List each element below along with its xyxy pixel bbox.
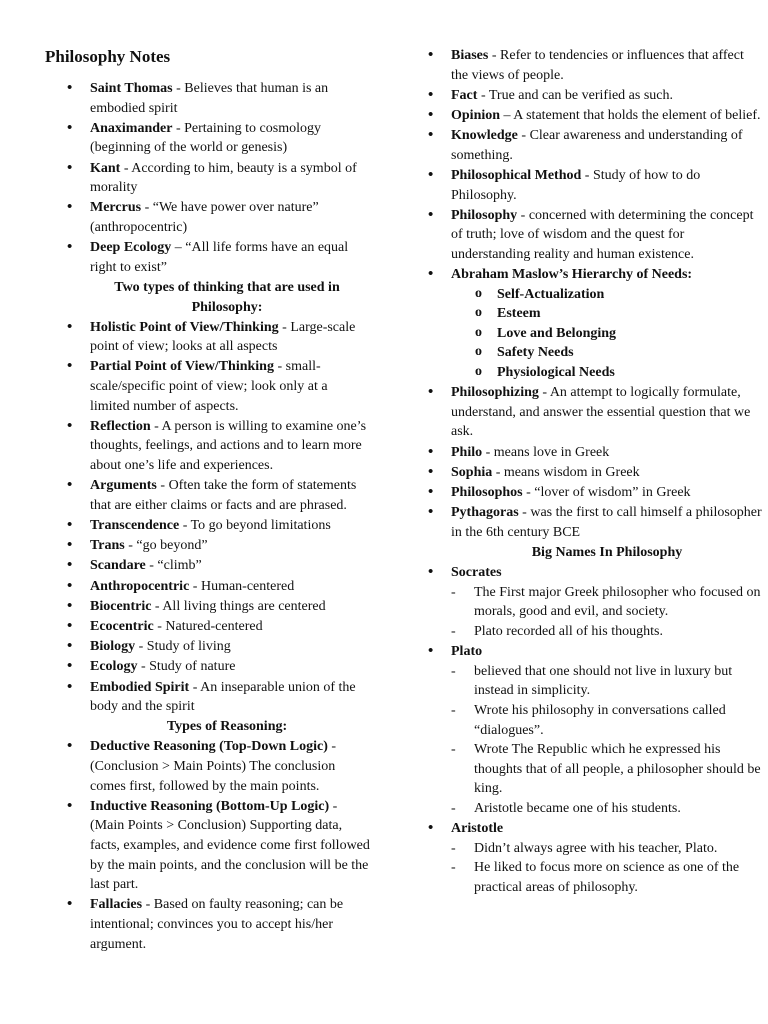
note-biology: [0, 637, 370, 657]
note-term: Deep Ecology: [90, 240, 172, 256]
note-term: Fallacies: [90, 897, 143, 913]
note-description: According to him, beauty is a symbol of morality: [90, 160, 357, 196]
note-separator: -: [172, 120, 185, 136]
note-description: “We have power over nature” (anthropocentric): [90, 200, 319, 235]
note-term: Philosophos: [451, 485, 523, 500]
note-separator: -: [278, 319, 291, 335]
note-separator: -: [156, 478, 169, 494]
note-description: concerned with determining the concept of truth; love of wisdom and the quest for understanding reality and human existence.: [451, 207, 754, 262]
note-term: Philosophizing: [451, 385, 539, 401]
note-separator: -: [189, 679, 201, 695]
note-description: An inseparable union of the body and the spirit: [90, 679, 356, 715]
note-description: A person is willing to examine one’s thoughts, feelings, and actions and to learn more about one’s life and experiences.: [90, 418, 367, 474]
note-plato: [408, 642, 763, 818]
note-description: Believes that human is an embodied spirit: [90, 81, 329, 116]
note-description: Refer to tendencies or influences that affect the views of people.: [451, 48, 744, 83]
note-description: Human-centered: [200, 578, 295, 594]
note-description: “lover of wisdom” in Greek: [534, 485, 691, 500]
note-anthropocentric: [0, 577, 370, 597]
note-separator: –: [500, 107, 514, 123]
note-philosophos: [408, 483, 763, 503]
note-term: Biases: [451, 48, 489, 63]
note-term: Arguments: [90, 478, 157, 494]
note-separator: -: [477, 87, 489, 103]
note-scandare: [0, 556, 370, 576]
note-description: True and can be verified as such.: [488, 87, 674, 103]
note-term: Anthropocentric: [90, 578, 190, 594]
note-term: Scandare: [90, 558, 146, 574]
note-philosophical-method: [408, 166, 763, 205]
note-deep-ecology: [0, 238, 370, 277]
note-ecocentric: [0, 617, 370, 637]
note-description: (Conclusion > Main Points) The conclusion comes first, followed by the main points.: [90, 759, 336, 794]
need-item: o Physiological Needs: [451, 363, 763, 383]
note-description: Clear awareness and understanding of something.: [451, 128, 743, 163]
note-description: Natured-centered: [165, 618, 263, 634]
note-separator: -: [492, 464, 504, 480]
note-description: was the first to call himself a philosopher in the 6th century BCE: [451, 505, 762, 540]
note-separator: -: [517, 207, 529, 223]
page-title: Philosophy Notes: [45, 47, 171, 66]
note-term: Saint Thomas: [90, 81, 173, 96]
note-transcendence: [0, 516, 370, 536]
detail-item: - The First major Greek philosopher who focused on morals, good and evil, and society.: [451, 583, 763, 622]
note-description: Study of nature: [149, 659, 236, 675]
note-ecology: [0, 657, 370, 677]
note-kant: [0, 159, 370, 198]
note-term: Fact: [451, 87, 478, 103]
detail-list: [451, 662, 763, 819]
note-inductive-reasoning-bottom-up-logic: [0, 797, 370, 895]
note-term: Reflection: [90, 418, 151, 434]
need-item: o Esteem: [451, 304, 763, 324]
note-term: Socrates: [451, 565, 502, 581]
note-term: Philo: [451, 444, 483, 460]
note-description: Large-scale point of view; looks at all aspects: [90, 319, 356, 355]
note-abraham-maslow-s-hierarchy-of-needs: [408, 265, 763, 383]
detail-item: - Wrote his philosophy in conversations called “dialogues”.: [451, 701, 763, 740]
note-description: Often take the form of statements that are either claims or facts and are phrased.: [90, 478, 357, 513]
need-item: o Safety Needs: [451, 343, 763, 363]
note-trans: [0, 536, 370, 556]
note-description: means love in Greek: [493, 444, 610, 460]
note-separator: -: [522, 485, 535, 500]
detail-item: - Didn’t always agree with his teacher, Plato.: [451, 839, 763, 859]
note-partial-point-of-view-thinking: [0, 357, 370, 416]
detail-list: [451, 583, 763, 642]
note-separator: -: [124, 538, 137, 554]
detail-item: - believed that one should not live in luxury but instead in simplicity.: [451, 662, 763, 701]
note-term: Anaximander: [90, 120, 173, 136]
note-biocentric: [0, 597, 370, 617]
left-notes-list: [0, 79, 370, 955]
note-term: Knowledge: [451, 128, 518, 144]
note-arguments: [0, 476, 370, 515]
note-separator: -: [142, 897, 154, 913]
note-description: “All life forms have an equal right to exist”: [90, 240, 349, 275]
note-term: Transcendence: [90, 518, 180, 533]
note-separator: -: [135, 639, 147, 655]
needs-list: [451, 285, 763, 383]
note-description: An attempt to logically formulate, understand, and answer the essential question that we ask.: [451, 385, 751, 440]
note-term: Mercrus: [90, 200, 142, 216]
note-philo: [408, 443, 763, 463]
note-separator: -: [153, 618, 166, 634]
note-separator: -: [120, 160, 132, 176]
detail-item: - Plato recorded all of his thoughts.: [451, 622, 763, 642]
note-description: Pertaining to cosmology (beginning of the world or genesis): [90, 120, 322, 156]
note-term: Partial Point of View/Thinking: [90, 359, 274, 375]
note-separator: -: [538, 385, 550, 401]
note-opinion: [408, 106, 763, 126]
note-separator: -: [141, 200, 153, 216]
note-knowledge: [408, 126, 763, 165]
note-term: Ecocentric: [90, 618, 154, 634]
note-separator: -: [172, 81, 185, 96]
detail-item: - Aristotle became one of his students.: [451, 799, 763, 819]
note-deductive-reasoning-top-down-logic: [0, 737, 370, 796]
note-mercrus: [0, 198, 370, 237]
note-term: Aristotle: [451, 821, 504, 837]
note-description: “climb”: [157, 558, 202, 574]
note-term: Opinion: [451, 107, 501, 123]
note-description: small-scale/specific point of view; look only at a limited number of aspects.: [90, 359, 328, 414]
note-term: Deductive Reasoning (Top-Down Logic): [90, 739, 328, 755]
detail-item: - Wrote The Republic which he expressed his thoughts that of all people, a philosopher should be king.: [451, 740, 763, 799]
note-term: Trans: [90, 538, 125, 554]
note-socrates: [408, 563, 763, 641]
right-notes-list: [408, 46, 763, 898]
note-separator: -: [150, 418, 162, 434]
note-separator: -: [518, 505, 531, 521]
note-term: Embodied Spirit: [90, 679, 190, 695]
note-reflection: [0, 417, 370, 476]
note-pythagoras: [408, 503, 763, 542]
note-separator: -: [179, 518, 191, 533]
note-philosophizing: [408, 383, 763, 442]
need-item: o Self-Actualization: [451, 285, 763, 305]
note-separator: -: [145, 558, 158, 574]
note-separator: -: [482, 444, 494, 460]
note-description: means wisdom in Greek: [503, 464, 640, 480]
note-term: Biology: [90, 639, 136, 655]
note-term: Ecology: [90, 659, 138, 675]
note-term: Biocentric: [90, 598, 152, 614]
note-description: Based on faulty reasoning; can be intentional; convinces you to accept his/her argument.: [90, 897, 344, 952]
note-separator: –: [171, 240, 186, 256]
note-separator: -: [329, 798, 338, 814]
note-separator: -: [151, 598, 163, 614]
note-description: “go beyond”: [136, 538, 208, 554]
note-embodied-spirit: [0, 678, 370, 717]
note-term: Inductive Reasoning (Bottom-Up Logic): [90, 798, 330, 814]
note-term: Holistic Point of View/Thinking: [90, 319, 279, 335]
note-term: Pythagoras: [451, 505, 519, 521]
note-separator: -: [517, 128, 530, 144]
note-term: Philosophical Method: [451, 167, 582, 183]
note-term: Abraham Maslow’s Hierarchy of Needs:: [451, 267, 693, 283]
note-description: A statement that holds the element of belief.: [513, 107, 761, 123]
note-separator: -: [137, 659, 150, 675]
need-item: o Love and Belonging: [451, 324, 763, 344]
note-separator: -: [327, 739, 337, 755]
note-separator: -: [189, 578, 201, 594]
note-term: Sophia: [451, 464, 493, 480]
section-heading: Two types of thinking that are used in Philosophy:: [114, 279, 340, 315]
note-separator: -: [273, 359, 286, 375]
note-saint-thomas: [0, 79, 370, 118]
note-philosophy: [408, 206, 763, 265]
note-description: To go beyond limitations: [190, 518, 331, 533]
section-heading: Types of Reasoning:: [166, 719, 288, 735]
note-fact: [408, 86, 763, 106]
note-separator: -: [581, 167, 593, 183]
note-term: Plato: [451, 644, 483, 660]
note-separator: -: [488, 48, 501, 63]
note-description: Study of how to do Philosophy.: [451, 167, 701, 203]
note-anaximander: [0, 119, 370, 158]
detail-list: [451, 839, 763, 898]
section-heading: Big Names In Philosophy: [531, 544, 683, 560]
note-term: Kant: [90, 160, 121, 176]
note-holistic-point-of-view-thinking: [0, 318, 370, 357]
note-description: All living things are centered: [162, 598, 326, 614]
note-biases: [408, 46, 763, 85]
detail-item: - He liked to focus more on science as one of the practical areas of philosophy.: [451, 858, 763, 897]
note-fallacies: [0, 895, 370, 954]
note-sophia: [408, 463, 763, 483]
note-term: Philosophy: [451, 207, 518, 223]
note-description: (Main Points > Conclusion) Supporting data, facts, examples, and evidence come first followed by the main points, and the conclusion will be the last part.: [90, 818, 370, 893]
note-description: Study of living: [146, 639, 231, 655]
note-aristotle: [408, 819, 763, 897]
